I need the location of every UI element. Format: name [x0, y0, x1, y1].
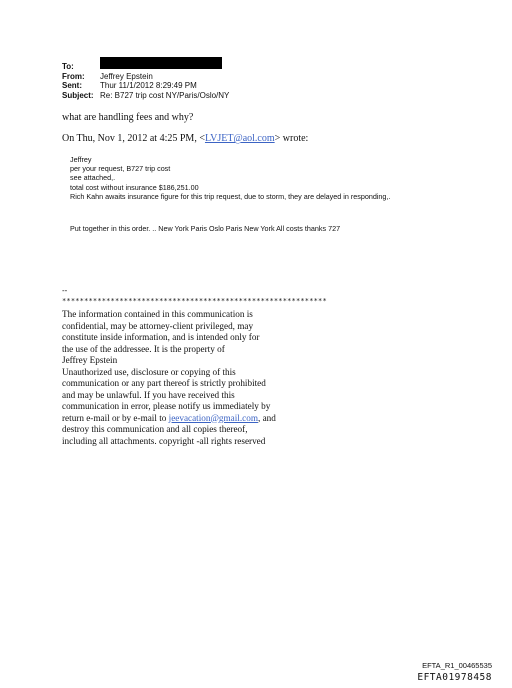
- disclaimer: [62, 309, 362, 447]
- quote-intro-prefix: On Thu, Nov 1, 2012 at 4:25 PM, <: [62, 133, 205, 144]
- sender-email-link[interactable]: LVJET@aol.com: [204, 133, 275, 144]
- email-header: [62, 62, 229, 100]
- quoted-line: per your request, B727 trip cost: [70, 164, 171, 174]
- footer-ref-2: EFTA01978458: [417, 672, 492, 683]
- disclaimer-line: Jeffrey Epstein: [62, 355, 118, 365]
- to-label: To:: [62, 62, 74, 71]
- from-label: From:: [62, 71, 85, 81]
- disclaimer-line: constitute inside information, and is intended only for: [62, 332, 260, 342]
- disclaimer-line: communication or any part thereof is strictly prohibited: [62, 378, 266, 388]
- quoted-line: Rich Kahn awaits insurance figure for this trip request, due to storm, they are delayed in responding,.: [70, 191, 391, 201]
- disclaimer-line: including all attachments. copyright -all rights reserved: [62, 435, 266, 446]
- sent-label: Sent:: [62, 81, 82, 90]
- from-row: [62, 72, 229, 82]
- reply-text: what are handling fees and why?: [62, 112, 194, 123]
- quote-intro-suffix: > wrote:: [274, 133, 309, 144]
- subject-label: Subject:: [62, 90, 94, 100]
- quoted-line: Jeffrey: [70, 155, 92, 164]
- separator-dashes: --: [62, 286, 68, 295]
- disclaimer-line: destroy this communication and all copies thereof,: [62, 424, 248, 434]
- subject-value: Re: B727 trip cost NY/Paris/Oslo/NY: [100, 90, 230, 100]
- return-suffix: , and: [257, 412, 276, 423]
- disclaimer-line: The information contained in this communication is: [62, 309, 253, 319]
- disclaimer-line: communication in error, please notify us immediately by: [62, 401, 271, 411]
- disclaimer-line: confidential, may be attorney-client privileged, may: [62, 320, 254, 331]
- quoted-line: see attached,.: [70, 173, 116, 183]
- quoted-line: total cost without insurance $186,251.00: [70, 182, 199, 192]
- disclaimer-line: the use of the addressee. It is the property of: [62, 343, 225, 354]
- put-together-line: Put together in this order. .. New York Paris Oslo Paris New York All costs thanks 727: [70, 224, 341, 233]
- subject-row: [62, 91, 229, 101]
- return-prefix: return e-mail or by e-mail to: [62, 412, 169, 423]
- from-value: Jeffrey Epstein: [100, 71, 153, 81]
- disclaimer-line: and may be unlawful. If you have received this: [62, 389, 235, 400]
- to-row: [62, 62, 229, 72]
- footer-ref-1: EFTA_R1_00465535: [422, 661, 492, 670]
- separator-stars: ************************************************************: [62, 297, 327, 305]
- return-email-link[interactable]: jeevacation@gmail.com: [168, 412, 258, 423]
- sent-row: [62, 81, 229, 91]
- disclaimer-return-line: [62, 413, 362, 425]
- disclaimer-line: Unauthorized use, disclosure or copying of this: [62, 366, 236, 377]
- quote-intro: [62, 133, 308, 144]
- quoted-message: [70, 155, 390, 201]
- sent-value: Thur 11/1/2012 8:29:49 PM: [100, 81, 197, 90]
